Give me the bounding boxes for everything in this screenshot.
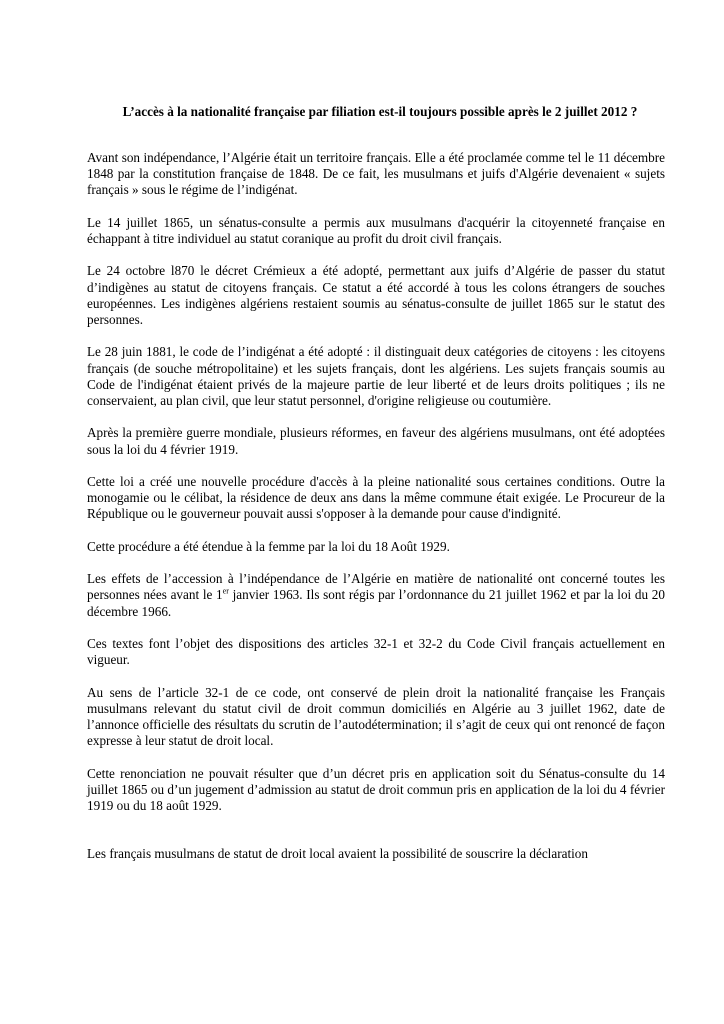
paragraph: Le 14 juillet 1865, un sénatus-consulte a permis aux musulmans d'acquérir la citoyenneté française en échappant à titre individuel au statut coranique au profit du droit civil français. <box>87 214 665 246</box>
document-body <box>87 150 665 879</box>
paragraph-with-superscript <box>87 571 665 620</box>
paragraph: Avant son indépendance, l’Algérie était un territoire français. Elle a été proclamée comme tel le 11 décembre 1848 par la constitution française de 1848. De ce fait, les musulmans et juifs d'Algérie devenaient « sujets français » sous le régime de l’indigénat. <box>87 150 665 198</box>
paragraph: Cette renonciation ne pouvait résulter que d’un décret pris en application soit du Sénatus-consulte du 14 juillet 1865 ou d’un jugement d’admission au statut de droit commun pris en application de la loi du 4 février 1919 ou du 18 août 1929. <box>87 765 665 813</box>
paragraph-text: janvier 1963. Ils sont régis par l’ordonnance du 21 juillet 1962 et par la loi du 20 décembre 1966. <box>87 587 665 619</box>
paragraph: Cette loi a créé une nouvelle procédure d'accès à la pleine nationalité sous certaines conditions. Outre la monogamie ou le célibat, la résidence de deux ans dans la même commune était exigée. Le Procureur de la République ou le gouverneur pouvait aussi s'opposer à la demande pour cause d'indignité. <box>87 473 665 522</box>
paragraph: Au sens de l’article 32-1 de ce code, ont conservé de plein droit la nationalité française les Français musulmans relevant du statut civil de droit commun domiciliés en Algérie au 3 juillet 1962, date de l’annonce officielle des résultats du scrutin de l’autodétermination; il s’agit de ceux qui ont renoncé de façon expresse à leur statut de droit local. <box>87 684 665 749</box>
paragraph: Après la première guerre mondiale, plusieurs réformes, en faveur des algériens musulmans, ont été adoptées sous la loi du 4 février 1919. <box>87 425 665 457</box>
page-title: L’accès à la nationalité française par filiation est-il toujours possible après le 2 juillet 2012 ? <box>122 104 638 119</box>
superscript: er <box>222 586 229 596</box>
paragraph: Ces textes font l’objet des dispositions des articles 32-1 et 32-2 du Code Civil français actuellement en vigueur. <box>87 635 665 668</box>
paragraph: Le 24 octobre l870 le décret Crémieux a été adopté, permettant aux juifs d’Algérie de passer du statut d’indigènes au statut de citoyens français. Ce statut a été accordé à tous les colons étrangers de souches européennes. Les indigènes algériens restaient soumis au sénatus-consulte de juillet 1865 sur le statut des personnes. <box>87 263 665 327</box>
paragraph-text: Les effets de l’accession à l’indépendance de l’Algérie en matière de nationalité ont concerné toutes les personnes nées avant le 1 <box>87 571 665 603</box>
paragraph: Les français musulmans de statut de droit local avaient la possibilité de souscrire la déclaration <box>87 846 588 862</box>
paragraph: Cette procédure a été étendue à la femme par la loi du 18 Août 1929. <box>87 538 450 554</box>
paragraph: Le 28 juin 1881, le code de l’indigénat a été adopté : il distinguait deux catégories de citoyens : les citoyens français (de souche métropolitaine) et les sujets français, dont les algériens. Les sujets français soumis au Code de l'indigénat étaient privés de la majeure partie de leur liberté et de leurs droits politiques ; ils ne conservaient, au plan civil, que leur statut personnel, d'origine religieuse ou coutumière. <box>87 344 665 408</box>
